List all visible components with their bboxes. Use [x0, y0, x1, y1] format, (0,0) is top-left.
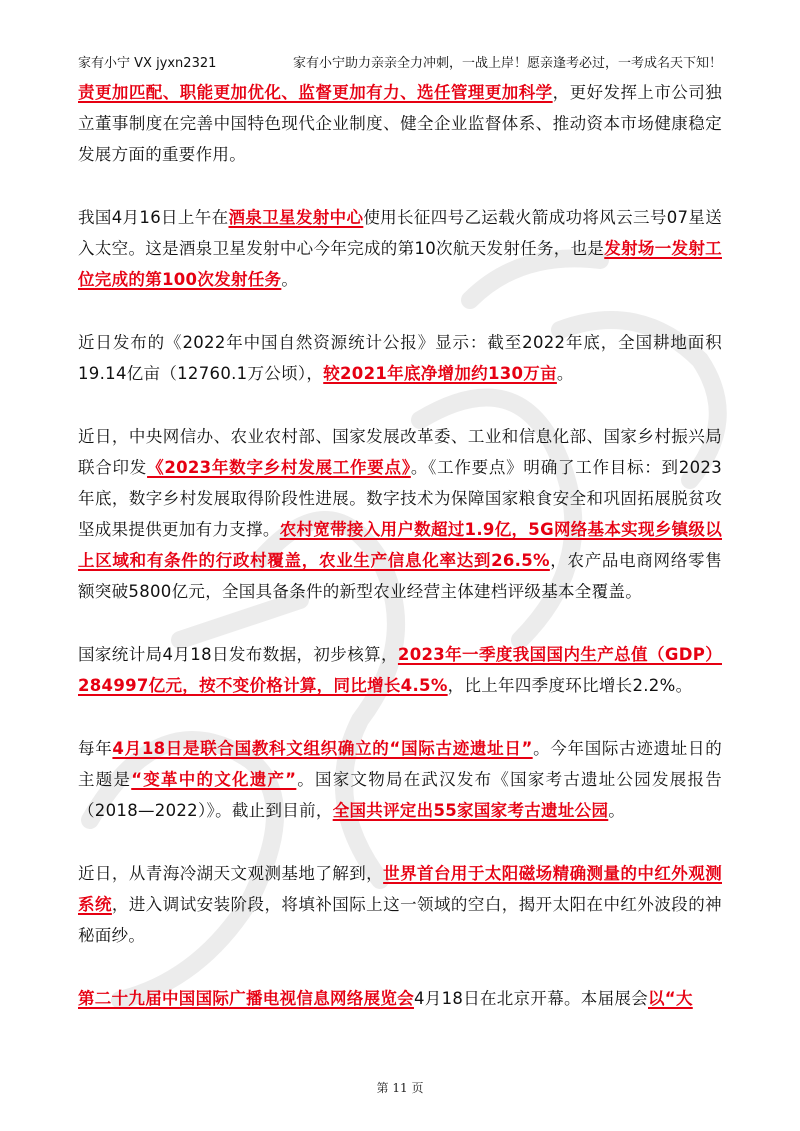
body-text: 近日，中央网信办、农业农村部、国家发展改革委、工业和信息化部、国家乡村振兴局联合印发	[78, 427, 722, 477]
paragraph	[78, 733, 722, 826]
document-body	[78, 77, 722, 1014]
paragraph-gap	[78, 951, 722, 983]
paragraph-gap	[78, 701, 722, 733]
body-text: 4月18日在北京开幕。本届展会	[414, 989, 648, 1008]
page-header	[78, 52, 722, 74]
body-text: 我国4月16日上午在	[78, 208, 229, 227]
body-text: 。今年国际古迹遗址日的主题是	[78, 739, 722, 789]
highlighted-text: 全国共评定出55家国家考古遗址公园	[332, 801, 609, 820]
highlighted-text: 农村宽带接入用户数超过1.9亿，5G网络基本实现乡镇级以上区域和有条件的行政村覆盖，农业生产信息化率达到26.5%	[78, 520, 722, 570]
body-text: 。	[608, 801, 626, 820]
paragraph-gap	[78, 389, 722, 421]
paragraph	[78, 421, 722, 607]
paragraph	[78, 858, 722, 951]
paragraph	[78, 327, 722, 389]
paragraph-gap	[78, 295, 722, 327]
body-text: 国家统计局4月18日发布数据，初步核算，	[78, 645, 398, 664]
header-right-text: 家有小宁助力亲亲全力冲刺，一战上岸！愿亲逢考必过，一考成名天下知！	[292, 56, 722, 71]
body-text: 使用长征四号乙运载火箭成功将风云三号07星送入太空。这是酒泉卫星发射中心今年完成的第10次航天发射任务，也是	[78, 208, 722, 258]
paragraph	[78, 77, 722, 170]
page-number: 第 11 页	[376, 1081, 424, 1095]
highlighted-text: 2023年一季度我国国内生产总值（GDP）284997亿元，按不变价格计算，同比增长4.5%	[78, 645, 722, 695]
body-text: 。	[556, 364, 574, 383]
body-text: 。《工作要点》明确了工作目标：到2023年底，数字乡村发展取得阶段性进展。数字技术为保障国家粮食安全和巩固拓展脱贫攻坚成果提供更加有力支撑。	[78, 458, 722, 539]
highlighted-text: 第二十九届中国国际广播电视信息网络展览会	[78, 989, 414, 1008]
paragraph	[78, 983, 722, 1014]
body-text: 。	[281, 270, 299, 289]
body-text: ，进入调试安装阶段，将填补国际上这一领域的空白，揭开太阳在中红外波段的神秘面纱。	[78, 895, 722, 945]
body-text: 。国家文物局在武汉发布《国家考古遗址公园发展报告（2018—2022）》。截止到目前，	[78, 770, 723, 820]
highlighted-text: 世界首台用于太阳磁场精确测量的中红外观测系统	[78, 864, 722, 914]
body-text: ，比上年四季度环比增长2.2%。	[447, 676, 693, 695]
highlighted-text: 酒泉卫星发射中心	[228, 208, 364, 227]
highlighted-text: 《2023年数字乡村发展工作要点》	[147, 458, 411, 477]
body-text: ，更好发挥上市公司独立董事制度在完善中国特色现代企业制度、健全企业监督体系、推动资本市场健康稳定发展方面的重要作用。	[78, 83, 723, 164]
highlighted-text: 发射场一发射工位完成的第100次发射任务	[78, 239, 722, 289]
highlighted-text: 4月18日是联合国教科文组织确立的“国际古迹遗址日”	[112, 739, 533, 758]
body-text: 近日发布的《2022年中国自然资源统计公报》显示：截至2022年底，全国耕地面积19.14亿亩（12760.1万公顷），	[78, 333, 722, 383]
highlighted-text: 较2021年底净增加约130万亩	[323, 364, 557, 383]
highlighted-text: 以“大	[648, 989, 693, 1008]
highlighted-text: “变革中的文化遗产”	[131, 770, 297, 789]
paragraph-gap	[78, 170, 722, 202]
body-text: 每年	[78, 739, 113, 758]
paragraph	[78, 639, 722, 701]
highlighted-text: 责更加匹配、职能更加优化、监督更加有力、选任管理更加科学	[78, 83, 553, 102]
paragraph-gap	[78, 607, 722, 639]
body-text: 近日，从青海冷湖天文观测基地了解到，	[78, 864, 384, 883]
paragraph-gap	[78, 826, 722, 858]
paragraph	[78, 202, 722, 295]
header-left-text: 家有小宁 VX jyxn2321	[78, 56, 217, 71]
body-text: ，农产品电商网络零售额突破5800亿元，全国具备条件的新型农业经营主体建档评级基本全覆盖。	[78, 551, 722, 601]
